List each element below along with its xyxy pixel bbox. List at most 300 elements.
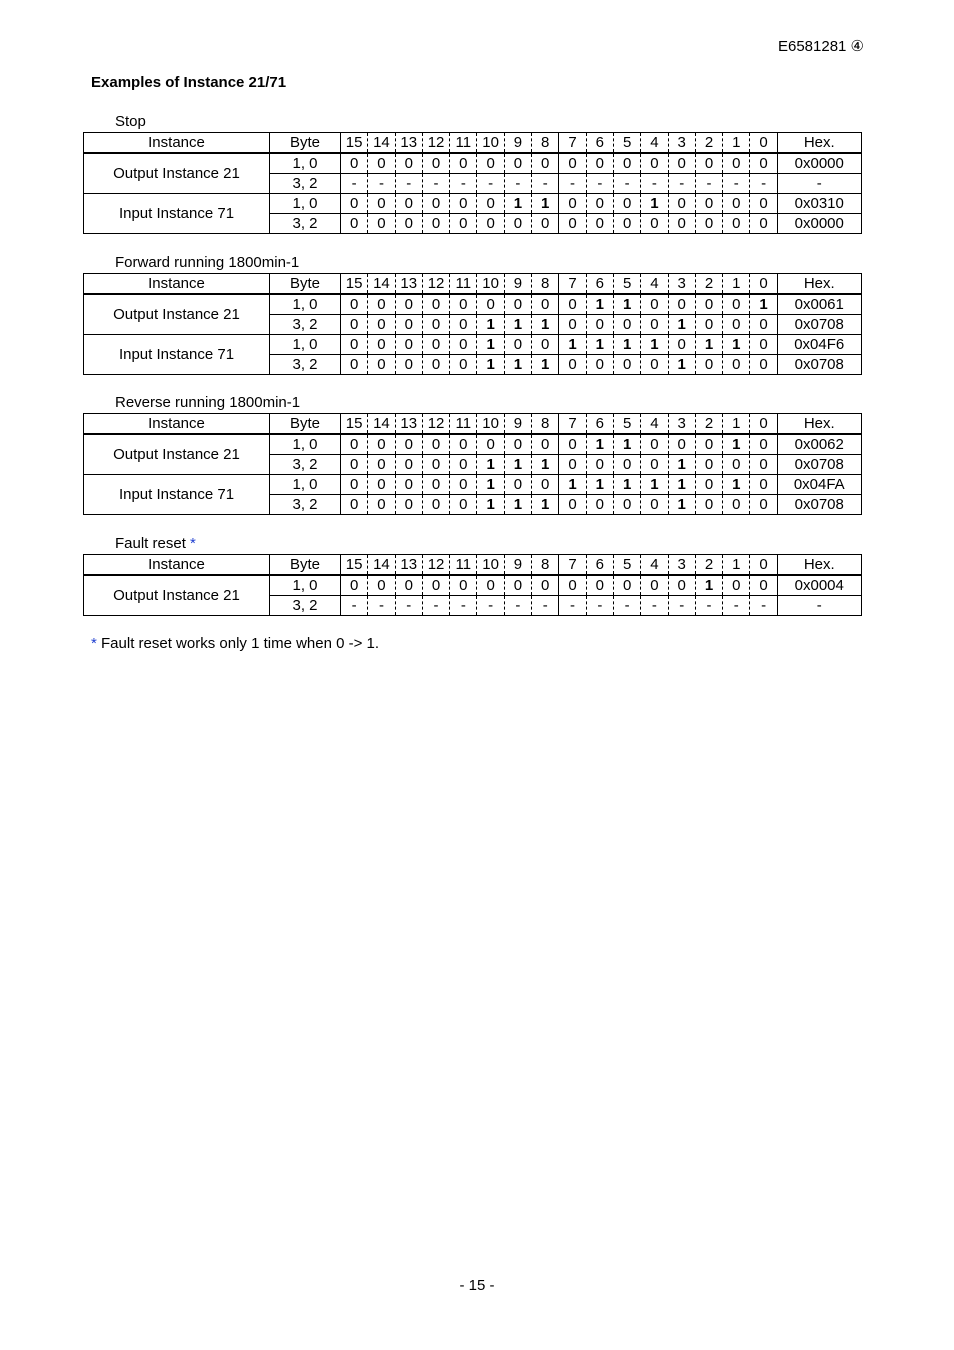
bit-header: 3 <box>668 555 695 576</box>
bit-cell: 1 <box>504 495 531 515</box>
footnote <box>91 635 379 652</box>
bit-cell: 0 <box>504 434 531 455</box>
bit-cell: - <box>368 174 395 194</box>
bit-cell: 0 <box>750 194 777 214</box>
bit-cell: - <box>559 596 586 616</box>
bit-header: 8 <box>532 133 559 154</box>
byte-header: Byte <box>270 133 341 154</box>
bit-header: 12 <box>422 555 449 576</box>
bit-cell: - <box>668 174 695 194</box>
bit-cell: 0 <box>395 475 422 495</box>
bit-cell: 0 <box>450 335 477 355</box>
bit-header: 4 <box>641 414 668 435</box>
bit-cell: 0 <box>559 214 586 234</box>
bit-cell: 0 <box>586 315 613 335</box>
bit-cell: 0 <box>395 214 422 234</box>
byte-cell: 3, 2 <box>270 455 341 475</box>
bit-cell: 0 <box>368 495 395 515</box>
bit-cell: 0 <box>450 214 477 234</box>
bit-header: 5 <box>613 274 640 295</box>
byte-cell: 1, 0 <box>270 194 341 214</box>
bit-cell: 1 <box>668 475 695 495</box>
bit-header: 13 <box>395 414 422 435</box>
bit-cell: 1 <box>613 475 640 495</box>
bit-header: 6 <box>586 274 613 295</box>
bit-cell: 0 <box>532 575 559 596</box>
bit-cell: 0 <box>723 315 750 335</box>
bit-cell: 1 <box>586 475 613 495</box>
bit-header: 8 <box>532 274 559 295</box>
hex-header: Hex. <box>777 133 861 154</box>
bit-cell: 0 <box>422 294 449 315</box>
bit-cell: 1 <box>532 355 559 375</box>
instance-cell: Output Instance 21 <box>84 153 270 194</box>
bit-cell: 1 <box>504 194 531 214</box>
instance-cell: Output Instance 21 <box>84 434 270 475</box>
bit-header: 3 <box>668 274 695 295</box>
bit-cell: 1 <box>668 315 695 335</box>
table-header-row <box>84 274 862 295</box>
bit-cell: 0 <box>395 294 422 315</box>
bit-cell: 0 <box>750 475 777 495</box>
bit-cell: 0 <box>504 335 531 355</box>
bit-cell: 0 <box>422 153 449 174</box>
bit-header: 5 <box>613 555 640 576</box>
instance-header: Instance <box>84 133 270 154</box>
hex-cell: 0x0000 <box>777 153 861 174</box>
bit-cell: 0 <box>668 575 695 596</box>
bit-cell: 0 <box>450 294 477 315</box>
bit-cell: - <box>559 174 586 194</box>
bit-header: 10 <box>477 133 504 154</box>
bit-cell: 0 <box>477 294 504 315</box>
instance-cell: Input Instance 71 <box>84 475 270 515</box>
hex-cell: 0x0708 <box>777 355 861 375</box>
bit-header: 15 <box>341 414 368 435</box>
bit-cell: 0 <box>395 434 422 455</box>
bit-cell: 0 <box>559 294 586 315</box>
bit-cell: - <box>395 174 422 194</box>
bit-cell: - <box>477 596 504 616</box>
section-2 <box>83 393 861 515</box>
bit-cell: - <box>341 174 368 194</box>
bit-cell: 0 <box>532 294 559 315</box>
bit-cell: 0 <box>368 294 395 315</box>
bit-header: 1 <box>723 555 750 576</box>
bit-header: 11 <box>450 555 477 576</box>
bit-table <box>83 554 862 616</box>
bit-cell: 0 <box>450 455 477 475</box>
bit-cell: 1 <box>586 434 613 455</box>
bit-header: 4 <box>641 133 668 154</box>
bit-cell: 0 <box>341 495 368 515</box>
bit-cell: 0 <box>395 495 422 515</box>
bit-cell: 0 <box>368 335 395 355</box>
bit-header: 7 <box>559 414 586 435</box>
bit-cell: 1 <box>532 495 559 515</box>
section-title <box>83 112 861 132</box>
section-title-text: Stop <box>115 113 146 130</box>
instance-header: Instance <box>84 414 270 435</box>
bit-cell: 0 <box>504 294 531 315</box>
bit-cell: 0 <box>368 475 395 495</box>
bit-header: 15 <box>341 274 368 295</box>
bit-header: 14 <box>368 414 395 435</box>
bit-header: 13 <box>395 133 422 154</box>
bit-cell: 0 <box>750 335 777 355</box>
bit-header: 7 <box>559 133 586 154</box>
bit-table <box>83 413 862 515</box>
hex-cell: 0x0310 <box>777 194 861 214</box>
bit-cell: 0 <box>504 575 531 596</box>
bit-header: 10 <box>477 555 504 576</box>
hex-header: Hex. <box>777 414 861 435</box>
bit-cell: 0 <box>422 475 449 495</box>
bit-cell: 0 <box>450 575 477 596</box>
section-title-mark: * <box>190 535 196 552</box>
bit-header: 9 <box>504 414 531 435</box>
bit-header: 12 <box>422 414 449 435</box>
bit-cell: 0 <box>368 214 395 234</box>
bit-header: 4 <box>641 274 668 295</box>
bit-header: 10 <box>477 414 504 435</box>
bit-cell: 0 <box>723 495 750 515</box>
bit-cell: 0 <box>368 455 395 475</box>
bit-header: 7 <box>559 555 586 576</box>
byte-cell: 1, 0 <box>270 335 341 355</box>
bit-cell: 0 <box>695 194 722 214</box>
bit-table <box>83 273 862 375</box>
byte-cell: 1, 0 <box>270 575 341 596</box>
byte-cell: 3, 2 <box>270 214 341 234</box>
bit-cell: 0 <box>422 495 449 515</box>
bit-cell: 0 <box>395 194 422 214</box>
bit-cell: 1 <box>532 455 559 475</box>
bit-cell: 0 <box>341 355 368 375</box>
instance-header: Instance <box>84 555 270 576</box>
bit-cell: - <box>368 596 395 616</box>
byte-cell: 1, 0 <box>270 434 341 455</box>
byte-header: Byte <box>270 274 341 295</box>
table-header-row <box>84 133 862 154</box>
bit-cell: - <box>750 174 777 194</box>
bit-cell: 0 <box>695 153 722 174</box>
bit-cell: - <box>422 174 449 194</box>
document-id: E6581281 ④ <box>777 38 864 55</box>
bit-cell: 0 <box>477 434 504 455</box>
instance-cell: Output Instance 21 <box>84 575 270 616</box>
instance-header: Instance <box>84 274 270 295</box>
bit-cell: - <box>450 174 477 194</box>
bit-cell: 0 <box>723 194 750 214</box>
bit-cell: 1 <box>532 315 559 335</box>
bit-cell: 0 <box>504 214 531 234</box>
byte-header: Byte <box>270 555 341 576</box>
bit-cell: 1 <box>723 475 750 495</box>
bit-header: 2 <box>695 555 722 576</box>
bit-header: 0 <box>750 555 777 576</box>
bit-cell: 1 <box>477 475 504 495</box>
byte-header: Byte <box>270 414 341 435</box>
table-row <box>84 434 862 455</box>
bit-cell: 1 <box>613 294 640 315</box>
bit-cell: 0 <box>422 214 449 234</box>
bit-cell: - <box>477 174 504 194</box>
bit-cell: 0 <box>341 455 368 475</box>
bit-cell: - <box>613 596 640 616</box>
bit-cell: 0 <box>641 434 668 455</box>
byte-cell: 1, 0 <box>270 475 341 495</box>
bit-cell: 0 <box>723 294 750 315</box>
section-title <box>83 253 861 273</box>
bit-cell: 0 <box>750 495 777 515</box>
bit-cell: 0 <box>750 575 777 596</box>
bit-cell: 0 <box>504 475 531 495</box>
bit-header: 0 <box>750 414 777 435</box>
bit-header: 5 <box>613 414 640 435</box>
section-title <box>83 534 861 554</box>
bit-cell: 1 <box>504 355 531 375</box>
bit-cell: 0 <box>532 475 559 495</box>
bit-cell: 0 <box>368 434 395 455</box>
bit-cell: 0 <box>613 214 640 234</box>
hex-cell: 0x04FA <box>777 475 861 495</box>
table-row <box>84 194 862 214</box>
section-0 <box>83 112 861 234</box>
bit-cell: 0 <box>695 214 722 234</box>
bit-cell: 0 <box>395 575 422 596</box>
bit-cell: 0 <box>641 153 668 174</box>
bit-cell: 0 <box>395 153 422 174</box>
bit-cell: 0 <box>422 575 449 596</box>
bit-cell: 0 <box>477 194 504 214</box>
bit-cell: 0 <box>532 153 559 174</box>
footnote-mark: * <box>91 635 97 652</box>
bit-cell: 0 <box>559 315 586 335</box>
bit-cell: 1 <box>613 434 640 455</box>
bit-cell: 1 <box>559 475 586 495</box>
bit-cell: 0 <box>450 475 477 495</box>
bit-cell: - <box>504 596 531 616</box>
hex-cell: 0x04F6 <box>777 335 861 355</box>
bit-cell: 0 <box>668 294 695 315</box>
bit-cell: 1 <box>504 315 531 335</box>
hex-header: Hex. <box>777 274 861 295</box>
byte-cell: 3, 2 <box>270 355 341 375</box>
bit-header: 15 <box>341 555 368 576</box>
bit-cell: 0 <box>368 355 395 375</box>
bit-cell: 0 <box>477 153 504 174</box>
section-title <box>83 393 861 413</box>
bit-cell: 1 <box>668 495 695 515</box>
bit-cell: - <box>695 174 722 194</box>
bit-cell: 0 <box>641 214 668 234</box>
bit-cell: 0 <box>368 575 395 596</box>
bit-cell: 0 <box>723 455 750 475</box>
bit-cell: - <box>750 596 777 616</box>
bit-cell: 0 <box>586 495 613 515</box>
bit-cell: 0 <box>422 434 449 455</box>
bit-cell: 0 <box>559 153 586 174</box>
bit-cell: 0 <box>341 153 368 174</box>
bit-cell: 0 <box>586 355 613 375</box>
bit-cell: - <box>668 596 695 616</box>
bit-header: 6 <box>586 133 613 154</box>
bit-cell: 0 <box>613 315 640 335</box>
instance-cell: Output Instance 21 <box>84 294 270 335</box>
bit-cell: 0 <box>532 214 559 234</box>
bit-header: 1 <box>723 133 750 154</box>
bit-cell: 1 <box>477 315 504 335</box>
bit-header: 8 <box>532 414 559 435</box>
bit-cell: - <box>586 174 613 194</box>
bit-cell: 1 <box>613 335 640 355</box>
bit-cell: 1 <box>641 194 668 214</box>
bit-cell: 0 <box>450 194 477 214</box>
bit-cell: - <box>422 596 449 616</box>
bit-header: 5 <box>613 133 640 154</box>
bit-cell: - <box>341 596 368 616</box>
bit-cell: 0 <box>368 194 395 214</box>
bit-cell: 1 <box>532 194 559 214</box>
hex-cell: 0x0004 <box>777 575 861 596</box>
bit-cell: 0 <box>586 194 613 214</box>
bit-header: 1 <box>723 274 750 295</box>
bit-cell: 0 <box>395 455 422 475</box>
bit-cell: - <box>695 596 722 616</box>
bit-header: 4 <box>641 555 668 576</box>
bit-cell: 0 <box>559 434 586 455</box>
bit-cell: 0 <box>422 335 449 355</box>
bit-cell: 0 <box>641 315 668 335</box>
bit-cell: 0 <box>695 315 722 335</box>
bit-cell: 0 <box>341 294 368 315</box>
bit-cell: 0 <box>450 495 477 515</box>
bit-cell: 0 <box>750 355 777 375</box>
section-title-text: Forward running 1800min-1 <box>115 254 300 271</box>
bit-header: 12 <box>422 133 449 154</box>
bit-cell: 1 <box>641 475 668 495</box>
bit-cell: 0 <box>477 575 504 596</box>
instance-cell: Input Instance 71 <box>84 194 270 234</box>
bit-cell: 0 <box>532 335 559 355</box>
table-header-row <box>84 414 862 435</box>
page-heading: Examples of Instance 21/71 <box>91 74 287 91</box>
bit-table <box>83 132 862 234</box>
bit-header: 13 <box>395 555 422 576</box>
bit-cell: 1 <box>668 355 695 375</box>
page-number: - 15 - <box>459 1277 495 1294</box>
bit-header: 6 <box>586 414 613 435</box>
section-title-text: Fault reset <box>115 535 186 552</box>
bit-header: 3 <box>668 414 695 435</box>
bit-cell: 1 <box>477 495 504 515</box>
byte-cell: 3, 2 <box>270 174 341 194</box>
table-row <box>84 475 862 495</box>
bit-cell: 0 <box>341 475 368 495</box>
bit-cell: 0 <box>422 355 449 375</box>
bit-cell: 0 <box>341 575 368 596</box>
bit-cell: 0 <box>723 214 750 234</box>
bit-cell: 0 <box>586 575 613 596</box>
byte-cell: 1, 0 <box>270 153 341 174</box>
byte-cell: 1, 0 <box>270 294 341 315</box>
bit-cell: 0 <box>341 194 368 214</box>
bit-cell: 1 <box>695 575 722 596</box>
bit-header: 9 <box>504 133 531 154</box>
bit-header: 14 <box>368 555 395 576</box>
bit-header: 12 <box>422 274 449 295</box>
bit-header: 0 <box>750 274 777 295</box>
bit-cell: 0 <box>695 355 722 375</box>
bit-cell: 0 <box>395 315 422 335</box>
bit-header: 14 <box>368 274 395 295</box>
hex-cell: 0x0708 <box>777 315 861 335</box>
bit-cell: 0 <box>504 153 531 174</box>
bit-cell: 0 <box>559 194 586 214</box>
bit-header: 7 <box>559 274 586 295</box>
hex-cell: 0x0000 <box>777 214 861 234</box>
bit-cell: 0 <box>695 455 722 475</box>
section-1 <box>83 253 861 375</box>
bit-cell: 0 <box>559 455 586 475</box>
bit-cell: 0 <box>559 495 586 515</box>
table-row <box>84 335 862 355</box>
bit-cell: 0 <box>695 475 722 495</box>
hex-cell: 0x0708 <box>777 495 861 515</box>
bit-cell: 0 <box>341 315 368 335</box>
hex-cell: 0x0061 <box>777 294 861 315</box>
bit-cell: 0 <box>750 315 777 335</box>
bit-header: 2 <box>695 274 722 295</box>
bit-header: 13 <box>395 274 422 295</box>
bit-cell: 0 <box>668 434 695 455</box>
bit-cell: 0 <box>668 194 695 214</box>
footnote-text: Fault reset works only 1 time when 0 -> 1. <box>101 635 380 652</box>
bit-cell: 0 <box>641 455 668 475</box>
bit-cell: 0 <box>641 495 668 515</box>
hex-cell: - <box>777 596 861 616</box>
bit-cell: 0 <box>450 315 477 335</box>
bit-cell: 0 <box>477 214 504 234</box>
byte-cell: 3, 2 <box>270 596 341 616</box>
bit-cell: 0 <box>395 335 422 355</box>
bit-cell: 0 <box>341 214 368 234</box>
hex-cell: 0x0708 <box>777 455 861 475</box>
bit-cell: 0 <box>613 455 640 475</box>
bit-cell: 0 <box>723 575 750 596</box>
bit-header: 10 <box>477 274 504 295</box>
bit-cell: 1 <box>586 294 613 315</box>
bit-cell: 0 <box>613 355 640 375</box>
bit-cell: 0 <box>586 455 613 475</box>
bit-cell: 0 <box>668 335 695 355</box>
bit-cell: 1 <box>695 335 722 355</box>
bit-cell: 0 <box>586 214 613 234</box>
bit-cell: 1 <box>586 335 613 355</box>
bit-cell: 0 <box>450 434 477 455</box>
bit-cell: 0 <box>586 153 613 174</box>
bit-cell: 0 <box>723 355 750 375</box>
bit-header: 3 <box>668 133 695 154</box>
bit-header: 11 <box>450 133 477 154</box>
bit-cell: 0 <box>368 315 395 335</box>
bit-cell: 0 <box>695 434 722 455</box>
bit-cell: 0 <box>559 355 586 375</box>
bit-cell: 0 <box>613 153 640 174</box>
bit-cell: 0 <box>450 153 477 174</box>
bit-header: 9 <box>504 555 531 576</box>
